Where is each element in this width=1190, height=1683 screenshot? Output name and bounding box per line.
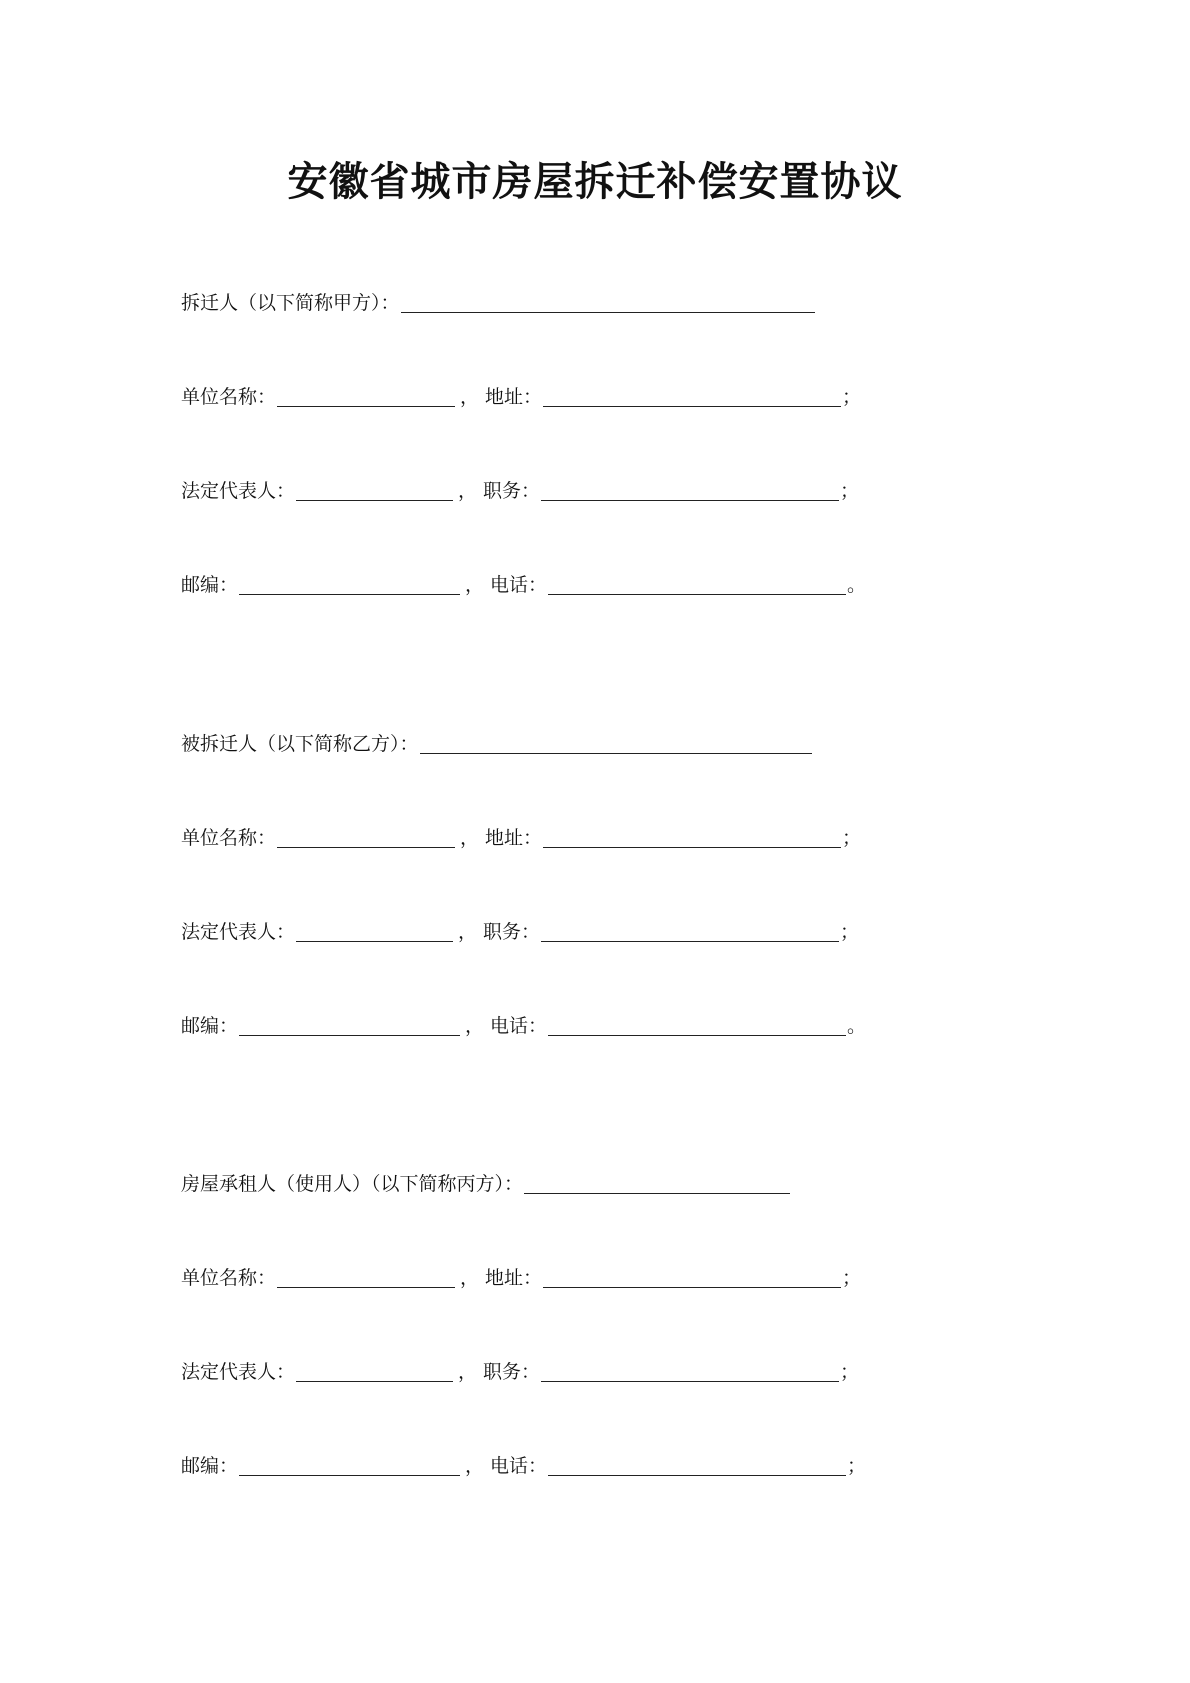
- unit-name-blank[interactable]: [277, 1269, 455, 1288]
- separator: ，: [465, 1015, 485, 1037]
- party-b-name-blank[interactable]: [420, 735, 812, 754]
- legal-rep-blank[interactable]: [296, 482, 453, 501]
- zip-blank[interactable]: [239, 576, 460, 595]
- party-b-unit-row: [181, 818, 861, 848]
- address-label: 地址：: [485, 386, 543, 408]
- legal-rep-label: 法定代表人：: [181, 921, 296, 943]
- party-a-contact-row: [181, 565, 866, 595]
- zip-blank[interactable]: [239, 1017, 460, 1036]
- party-b-contact-row: [181, 1006, 866, 1036]
- line-end-mark: ；: [840, 1361, 860, 1383]
- position-blank[interactable]: [541, 923, 839, 942]
- party-b-header-row: [181, 724, 813, 754]
- party-c-rep-row: [181, 1352, 859, 1382]
- position-blank[interactable]: [541, 482, 839, 501]
- unit-name-label: 单位名称：: [181, 827, 277, 849]
- line-end-mark: ；: [847, 1455, 867, 1477]
- position-label: 职务：: [483, 1361, 541, 1383]
- separator: ，: [458, 921, 478, 943]
- line-end-mark: 。: [847, 574, 867, 596]
- phone-blank[interactable]: [548, 576, 846, 595]
- position-blank[interactable]: [541, 1363, 839, 1382]
- separator: ，: [460, 386, 480, 408]
- address-label: 地址：: [485, 827, 543, 849]
- zip-blank[interactable]: [239, 1457, 460, 1476]
- position-label: 职务：: [483, 921, 541, 943]
- phone-label: 电话：: [490, 1015, 548, 1037]
- zip-label: 邮编：: [181, 1015, 239, 1037]
- address-blank[interactable]: [543, 1269, 841, 1288]
- line-end-mark: ；: [842, 1267, 862, 1289]
- party-a-unit-row: [181, 377, 861, 407]
- separator: ，: [458, 480, 478, 502]
- party-c-header-row: [181, 1164, 791, 1194]
- address-blank[interactable]: [543, 388, 841, 407]
- unit-name-blank[interactable]: [277, 388, 455, 407]
- separator: ，: [460, 1267, 480, 1289]
- party-a-name-blank[interactable]: [401, 294, 815, 313]
- party-c-contact-row: [181, 1446, 866, 1476]
- line-end-mark: ；: [842, 827, 862, 849]
- address-label: 地址：: [485, 1267, 543, 1289]
- line-end-mark: 。: [847, 1015, 867, 1037]
- separator: ，: [465, 1455, 485, 1477]
- legal-rep-blank[interactable]: [296, 1363, 453, 1382]
- unit-name-label: 单位名称：: [181, 1267, 277, 1289]
- phone-blank[interactable]: [548, 1457, 846, 1476]
- party-a-label: 拆迁人（以下简称甲方）：: [181, 292, 400, 314]
- line-end-mark: ；: [842, 386, 862, 408]
- party-b-rep-row: [181, 912, 859, 942]
- address-blank[interactable]: [543, 829, 841, 848]
- party-c-unit-row: [181, 1258, 861, 1288]
- phone-blank[interactable]: [548, 1017, 846, 1036]
- phone-label: 电话：: [490, 574, 548, 596]
- party-c-label: 房屋承租人（使用人）（以下简称丙方）：: [181, 1173, 524, 1195]
- unit-name-label: 单位名称：: [181, 386, 277, 408]
- legal-rep-blank[interactable]: [296, 923, 453, 942]
- party-b-label: 被拆迁人（以下简称乙方）：: [181, 733, 419, 755]
- line-end-mark: ；: [840, 480, 860, 502]
- phone-label: 电话：: [490, 1455, 548, 1477]
- legal-rep-label: 法定代表人：: [181, 480, 296, 502]
- separator: ，: [458, 1361, 478, 1383]
- separator: ，: [465, 574, 485, 596]
- legal-rep-label: 法定代表人：: [181, 1361, 296, 1383]
- zip-label: 邮编：: [181, 574, 239, 596]
- document-title: 安徽省城市房屋拆迁补偿安置协议: [287, 158, 903, 205]
- unit-name-blank[interactable]: [277, 829, 455, 848]
- position-label: 职务：: [483, 480, 541, 502]
- party-c-name-blank[interactable]: [524, 1175, 790, 1194]
- line-end-mark: ；: [840, 921, 860, 943]
- party-a-rep-row: [181, 471, 859, 501]
- party-a-header-row: [181, 283, 816, 313]
- separator: ，: [460, 827, 480, 849]
- zip-label: 邮编：: [181, 1455, 239, 1477]
